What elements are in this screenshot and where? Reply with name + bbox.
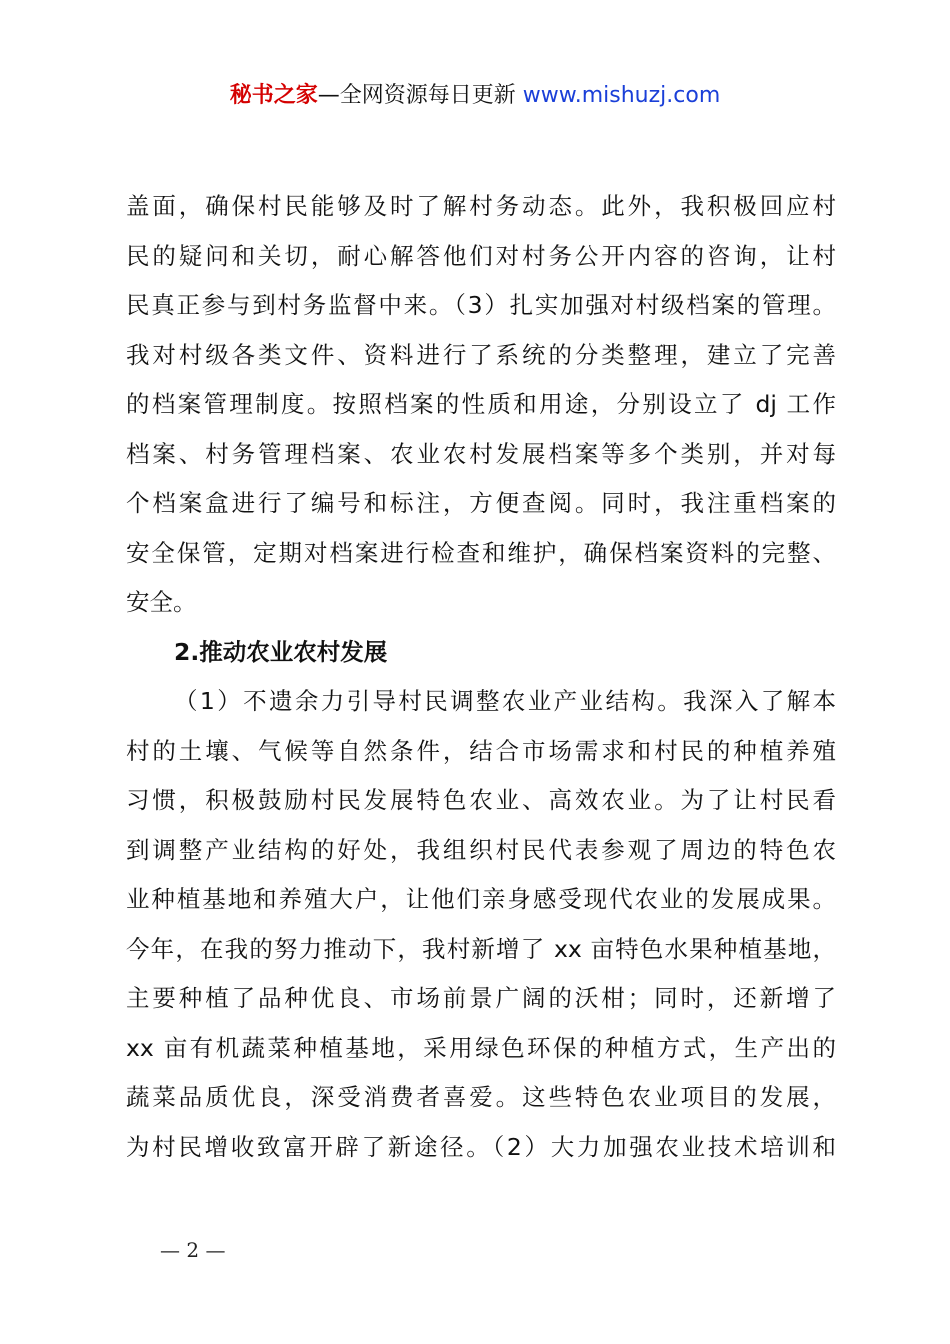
document-body	[126, 182, 836, 1172]
body-line: 安全。	[126, 588, 197, 616]
body-line: 档案、村务管理档案、农业农村发展档案等多个类别，并对每	[126, 439, 836, 468]
body-line: 到调整产业结构的好处，我组织村民代表参观了周边的特色农	[126, 835, 836, 864]
body-line: 民的疑问和关切，耐心解答他们对村务公开内容的咨询，让村	[126, 241, 836, 270]
body-line: 主要种植了品种优良、市场前景广阔的沃柑；同时，还新增了	[126, 984, 836, 1012]
body-line: 安全保管，定期对档案进行检查和维护，确保档案资料的完整、	[126, 538, 836, 567]
site-url[interactable]: www.mishuzj.com	[522, 83, 721, 108]
page-header	[0, 80, 950, 112]
body-line: 个档案盒进行了编号和标注，方便查阅。同时，我注重档案的	[126, 489, 836, 517]
brand-name: 秘书之家	[229, 83, 318, 108]
header-slogan: —全网资源每日更新	[317, 83, 523, 108]
body-line: 村的土壤、气候等自然条件，结合市场需求和村民的种植养殖	[126, 736, 836, 765]
page-number: — 2 —	[160, 1238, 226, 1262]
body-line: xx 亩有机蔬菜种植基地，采用绿色环保的种植方式，生产出的	[126, 1033, 836, 1062]
body-line: 我对村级各类文件、资料进行了系统的分类整理，建立了完善	[126, 340, 836, 369]
body-line: （1）不遗余力引导村民调整农业产业结构。我深入了解本	[174, 687, 836, 715]
body-line: 的档案管理制度。按照档案的性质和用途，分别设立了 dj 工作	[126, 390, 836, 418]
body-line: 盖面，确保村民能够及时了解村务动态。此外，我积极回应村	[126, 192, 836, 220]
body-line: 民真正参与到村务监督中来。（3）扎实加强对村级档案的管理。	[126, 291, 836, 319]
body-line: 蔬菜品质优良，深受消费者喜爱。这些特色农业项目的发展，	[126, 1083, 836, 1111]
body-line: 业种植基地和养殖大户，让他们亲身感受现代农业的发展成果。	[126, 885, 836, 913]
body-line: 习惯，积极鼓励村民发展特色农业、高效农业。为了让村民看	[126, 786, 836, 814]
section-heading: 2.推动农业农村发展	[174, 637, 388, 666]
body-line: 今年，在我的努力推动下，我村新增了 xx 亩特色水果种植基地，	[126, 934, 836, 963]
body-line: 为村民增收致富开辟了新途径。（2）大力加强农业技术培训和	[126, 1132, 836, 1161]
